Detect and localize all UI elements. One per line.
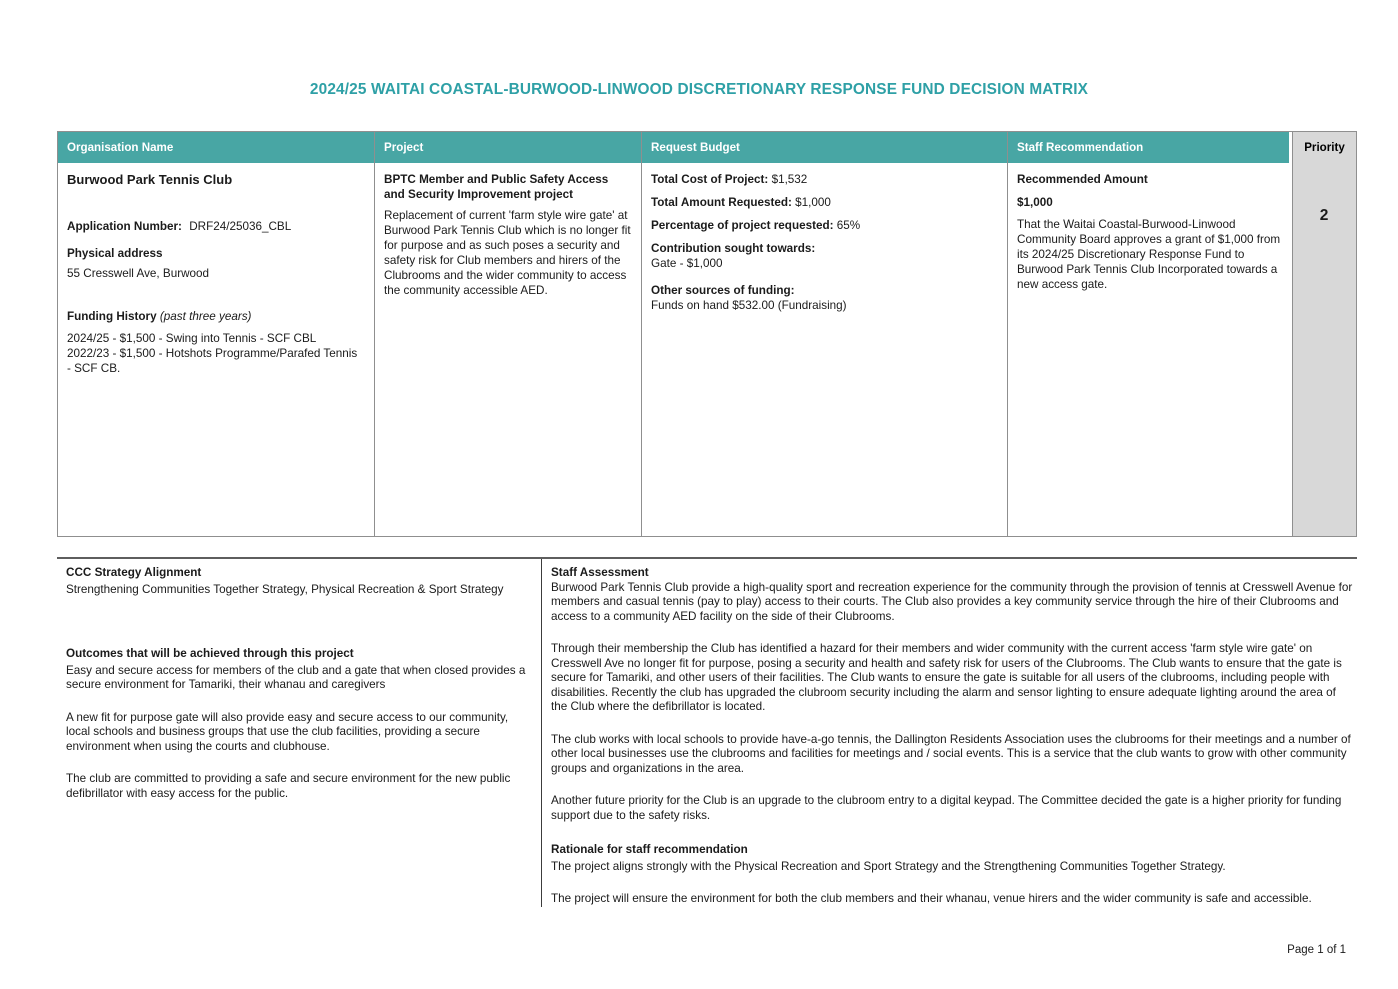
project-title: BPTC Member and Public Safety Access and Security Improvement project xyxy=(384,173,609,201)
decision-matrix-table xyxy=(57,131,1357,537)
total-requested-line xyxy=(651,195,997,210)
application-number-line xyxy=(67,219,364,234)
funding-history-label: Funding History xyxy=(67,310,157,323)
application-number-label: Application Number: xyxy=(67,220,182,233)
staff-assessment-paragraph: Burwood Park Tennis Club provide a high-quality sport and recreation experience for the community through the provision of tennis at Cresswell Avenue for members and casual tennis (pay to play) access to their courts. The Club also provides a key community service through the hire of their Clubrooms and access to a community AED facility on the side of their Clubrooms. xyxy=(551,580,1353,623)
recommended-amount-value: $1,000 xyxy=(1017,196,1053,209)
staff-assessment-paragraph: Another future priority for the Club is an upgrade to the clubroom entry to a digital keypad. The Committee decided the gate is a higher priority for funding support due to the safety risks. xyxy=(551,794,1342,822)
rationale-paragraph: The project aligns strongly with the Physical Recreation and Sport Strategy and the Strengthening Communities Together Strategy. xyxy=(551,859,1226,873)
priority-value-cell: 2 xyxy=(1293,163,1356,536)
funding-history-line xyxy=(67,309,364,324)
outcomes-paragraph: A new fit for purpose gate will also provide easy and secure access to our community, local schools and business groups that use the club facilities, providing a secure environment when using the courts and clubhouse. xyxy=(66,710,509,753)
staff-assessment-cell xyxy=(542,559,1357,907)
organisation-cell xyxy=(58,163,375,536)
outcomes-paragraph: The club are committed to providing a safe and secure environment for the new public defibrillator with easy access for the public. xyxy=(66,772,511,800)
percentage-value: 65% xyxy=(836,219,861,232)
column-header-request-budget: Request Budget xyxy=(642,132,1008,163)
application-number-value: DRF24/25036_CBL xyxy=(189,220,292,233)
strategy-outcomes-cell xyxy=(57,559,542,907)
rationale-paragraph: The project will ensure the environment for both the club members and their whanau, venue hirers and the wider community is safe and accessible. xyxy=(551,892,1312,905)
physical-address-value: 55 Cresswell Ave, Burwood xyxy=(67,267,210,280)
contribution-label: Contribution sought towards: xyxy=(651,242,816,255)
other-sources-label: Other sources of funding: xyxy=(651,284,795,297)
column-header-organisation: Organisation Name xyxy=(58,132,375,163)
total-requested-label: Total Amount Requested: xyxy=(651,196,792,209)
physical-address-label: Physical address xyxy=(67,247,163,260)
staff-recommendation-cell xyxy=(1008,163,1293,536)
outcomes-paragraph: Easy and secure access for members of the club and a gate that when closed provides a secure environment for Tamariki, their whanau and caregivers xyxy=(66,663,526,691)
recommended-amount-label: Recommended Amount xyxy=(1017,173,1148,186)
column-header-priority: Priority xyxy=(1293,132,1356,163)
staff-assessment-label: Staff Assessment xyxy=(551,566,649,579)
details-section xyxy=(57,557,1357,905)
recommendation-text: That the Waitai Coastal-Burwood-Linwood Community Board approves a grant of $1,000 from its 2024/25 Discretionary Response Fund to Burwood Park Tennis Club Incorporated towards a new access gate. xyxy=(1017,218,1281,291)
page-number: Page 1 of 1 xyxy=(1287,944,1346,956)
contribution-value: Gate - $1,000 xyxy=(651,257,723,270)
funding-history-entry: 2022/23 - $1,500 - Hotshots Programme/Parafed Tennis - SCF CB. xyxy=(67,347,358,375)
percentage-label: Percentage of project requested: xyxy=(651,219,834,232)
ccc-strategy-text: Strengthening Communities Together Strategy, Physical Recreation & Sport Strategy xyxy=(66,582,504,596)
project-cell xyxy=(375,163,642,536)
staff-assessment-paragraph: Through their membership the Club has identified a hazard for their members and wider community with the current access 'farm style wire gate' on Cresswell Ave no longer fit for purpose, posing a security and health and safety risk for users of the Clubrooms. The Club wants to ensure that the gate is secure for Tamariki, and other users of their facilities. The Club wants to ensure the gate is suitable for all users of the clubrooms, including people with disabilities. Recently the club has upgraded the clubroom security including the alarm and sensor lighting to ensure adequate lighting around the area of the Club where the defibrillator is located. xyxy=(551,642,1342,713)
percentage-line xyxy=(651,218,997,233)
ccc-strategy-label: CCC Strategy Alignment xyxy=(66,566,202,579)
total-cost-line xyxy=(651,172,997,187)
total-requested-value: $1,000 xyxy=(795,196,831,209)
other-sources-value: Funds on hand $532.00 (Fundraising) xyxy=(651,299,847,312)
request-budget-cell xyxy=(642,163,1008,536)
outcomes-label: Outcomes that will be achieved through this project xyxy=(66,647,354,660)
staff-assessment-paragraph: The club works with local schools to provide have-a-go tennis, the Dallington Residents Association uses the clubrooms for their meetings and a number of other local businesses use the clubrooms and facilities for meetings and / social events. This is a service that the club wants to grow with other community groups and organizations in the area. xyxy=(551,732,1351,775)
funding-history-entry: 2024/25 - $1,500 - Swing into Tennis - SCF CBL xyxy=(67,332,317,345)
page-title: 2024/25 WAITAI COASTAL-BURWOOD-LINWOOD DISCRETIONARY RESPONSE FUND DECISION MATRIX xyxy=(309,81,1089,98)
column-header-project: Project xyxy=(375,132,642,163)
total-cost-label: Total Cost of Project: xyxy=(651,173,769,186)
total-cost-value: $1,532 xyxy=(771,173,808,186)
funding-history-note: (past three years) xyxy=(159,310,252,323)
organisation-name: Burwood Park Tennis Club xyxy=(67,172,233,187)
rationale-label: Rationale for staff recommendation xyxy=(551,843,748,856)
column-header-staff-recommendation: Staff Recommendation xyxy=(1008,132,1293,163)
project-description: Replacement of current 'farm style wire gate' at Burwood Park Tennis Club which is no longer fit for purpose and as such poses a security and safety risk for Club members and hirers of the Clubrooms and the wider community to access the community accessible AED. xyxy=(384,209,631,297)
